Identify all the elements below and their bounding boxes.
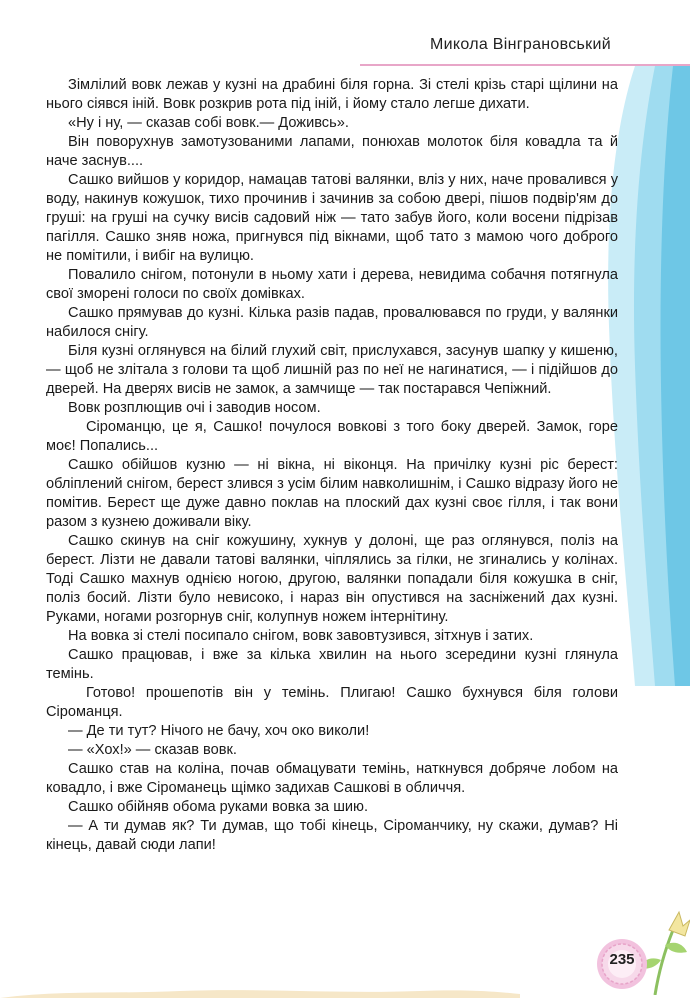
paragraph: Повалило снігом, потонули в ньому хати і дерева, невидима собачня потягнула свої зморені голоси по своїх домівках.: [46, 267, 618, 302]
paragraph: Вовк розплющив очі і заводив носом.: [68, 400, 321, 416]
paragraph: — А ти думав як? Ти думав, що тобі кінець, Сіроманчику, ну скажи, думав? Ні кінець, давай сюди лапи!: [46, 818, 618, 853]
paragraph: Сашко працював, і вже за кілька хвилин на нього зсередини кузні глянула темінь.: [46, 647, 618, 682]
paragraph: — Де ти тут? Нічого не бачу, хоч око виколи!: [68, 723, 370, 739]
page-number: 235: [609, 951, 635, 968]
paragraph: На вовка зі стелі посипало снігом, вовк завовтузився, зітхнув і затих.: [68, 628, 534, 644]
bottom-decoration: [0, 988, 520, 998]
paragraph: Сашко вийшов у коридор, намацав татові валянки, вліз у них, наче провалився у воду, накинув кожушок, тихо прочинив і зачинив за собою двері, пішов подвір'ям до груші: на груші на сучку висів садовий ніж — тато забув його, коли восени підрізав пагілля. Сашко зняв ножа, пригнувся під вікнами, щоб тато з мамою чого доброго не помітили, і вибіг на вулицю.: [46, 172, 618, 264]
paragraph: Сашко обійшов кузню — ні вікна, ні віконця. На причілку кузні ріс берест: обліплений снігом, берест злився з усім білим навколишнім, і Сашко відразу його не помітив. Берест ще дуже давно поклав на плоский дах кузні своє гілля, і так вони разом з кузнею доживали віку.: [46, 457, 618, 530]
paragraph: Сашко обійняв обома руками вовка за шию.: [68, 799, 369, 815]
paragraph: Готово! прошепотів він у темінь. Плигаю! Сашко бухнувся біля голови Сіроманця.: [46, 685, 618, 720]
author-header: Микола Вінграновський: [430, 36, 611, 53]
paragraph: Сашко скинув на сніг кожушину, хукнув у долоні, ще раз оглянувся, поліз на берест. Лізти не давали татові валянки, чіплялись за гілки, не згинались у колінах. Тоді Сашко махнув однією ногою, другою, валянки попадали біля кожушка в сніг, поліз босий. Лізти було невисоко, і нараз він опустився на засніжений дах кузні. Руками, ногами розгорнув сніг, колупнув ножем інтернітину.: [46, 533, 618, 625]
paragraph: Сашко став на коліна, почав обмацувати темінь, наткнувся добряче лобом на ковадло, і вже Сіроманець щімко задихав Сашкові в обличчя.: [46, 761, 618, 796]
paragraph: «Ну і ну, — сказав собі вовк.— Доживсь».: [68, 115, 349, 131]
paragraph: Зімлілий вовк лежав у кузні на драбині біля горна. Зі стелі крізь старі щілини на нього сіявся іній. Вовк розкрив рота під іній, і йому стало легше дихати.: [46, 77, 618, 112]
paragraph: — «Хох!» — сказав вовк.: [68, 742, 237, 758]
paragraph: Сіроманцю, це я, Сашко! почулося вовкові з того боку дверей. Замок, горе моє! Попались...: [46, 419, 618, 454]
paragraph: Біля кузні оглянувся на білий глухий світ, прислухався, засунув шапку у кишеню, — щоб не злітала з голови та щоб лишній раз по неї не нагинатися, — і підійшов до дверей. На дверях висів не замок, а замчище — так постарався Чепіжний.: [46, 343, 618, 397]
paragraph: Він поворухнув замотузованими лапами, понюхав молоток біля ковадла та й наче заснув....: [46, 134, 618, 169]
paragraph: Сашко прямував до кузні. Кілька разів падав, провалювався по груди, у валянки набилося снігу.: [46, 305, 618, 340]
story-text: [46, 76, 618, 855]
